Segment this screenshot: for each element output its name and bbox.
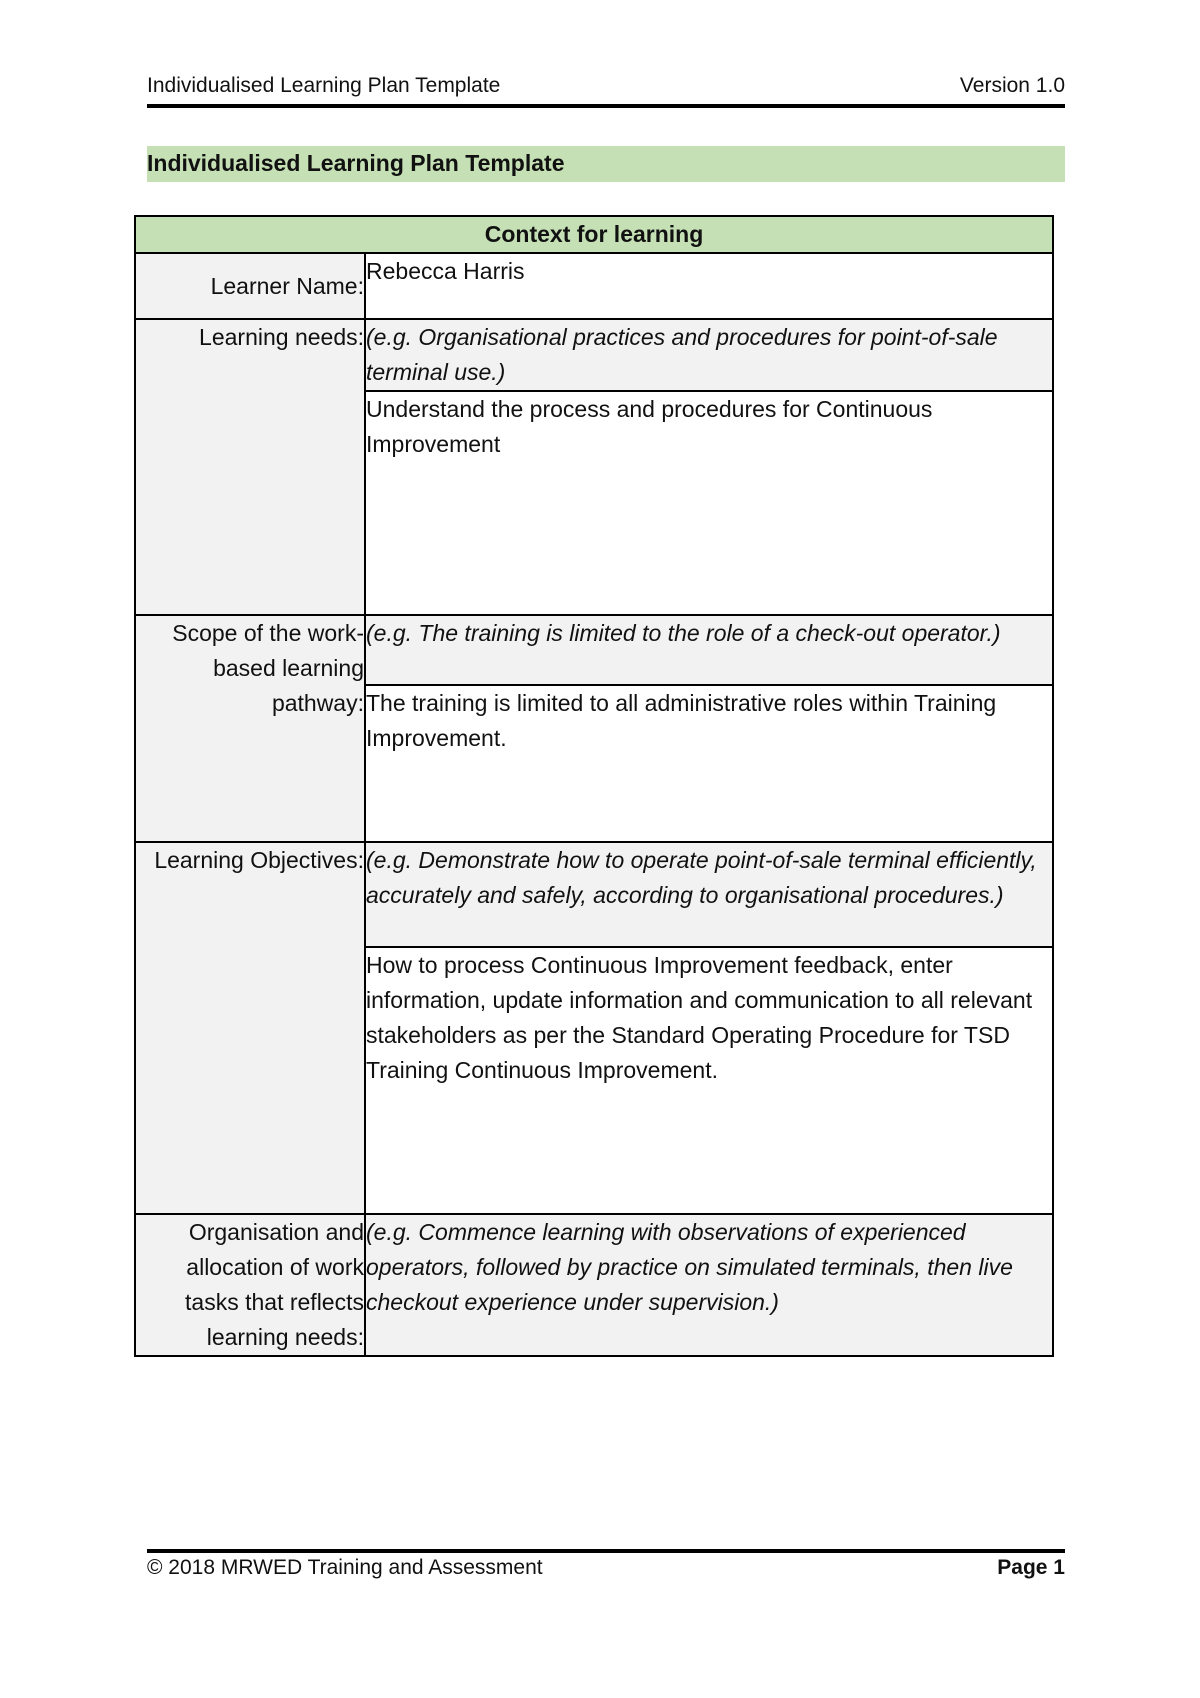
organisation-example: (e.g. Commence learning with observations of experienced operators, followed by practice on simulated terminals, then live checkout experience under supervision.) <box>365 1214 1053 1356</box>
header-version: Version 1.0 <box>959 74 1065 97</box>
learner-name-label: Learner Name: <box>135 253 365 319</box>
table-row-learner-name <box>135 253 1053 319</box>
objectives-label: Learning Objectives: <box>135 842 365 1214</box>
learning-needs-example: (e.g. Organisational practices and procedures for point-of-sale terminal use.) <box>365 319 1053 391</box>
learning-needs-answer[interactable]: Understand the process and procedures for Continuous Improvement <box>365 391 1053 615</box>
section-title: Individualised Learning Plan Template <box>147 150 565 176</box>
learner-name-value[interactable]: Rebecca Harris <box>365 253 1053 319</box>
objectives-answer[interactable]: How to process Continuous Improvement feedback, enter information, update information and communication to all relevant stakeholders as per the Standard Operating Procedure for TSD Training Continuous Improvement. <box>365 947 1053 1214</box>
section-title-bar <box>147 146 1065 182</box>
scope-label: Scope of the work-based learning pathway: <box>135 615 365 842</box>
page-footer <box>147 1549 1065 1587</box>
table-row-objectives-example <box>135 842 1053 947</box>
context-table <box>134 215 1054 1357</box>
header-doc-title: Individualised Learning Plan Template <box>147 74 501 97</box>
table-row-scope-example <box>135 615 1053 685</box>
page-header <box>147 70 1065 108</box>
table-row-organisation <box>135 1214 1053 1356</box>
objectives-example: (e.g. Demonstrate how to operate point-of-sale terminal efficiently, accurately and safely, according to organisational procedures.) <box>365 842 1053 947</box>
organisation-label: Organisation and allocation of work tasks that reflects learning needs: <box>135 1214 365 1356</box>
table-heading: Context for learning <box>135 216 1053 253</box>
learning-needs-label: Learning needs: <box>135 319 365 615</box>
scope-example: (e.g. The training is limited to the role of a check-out operator.) <box>365 615 1053 685</box>
scope-answer[interactable]: The training is limited to all administrative roles within Training Improvement. <box>365 685 1053 842</box>
footer-page-number: Page 1 <box>997 1556 1065 1579</box>
table-row-learning-needs-example <box>135 319 1053 391</box>
footer-copyright: © 2018 MRWED Training and Assessment <box>147 1556 543 1579</box>
